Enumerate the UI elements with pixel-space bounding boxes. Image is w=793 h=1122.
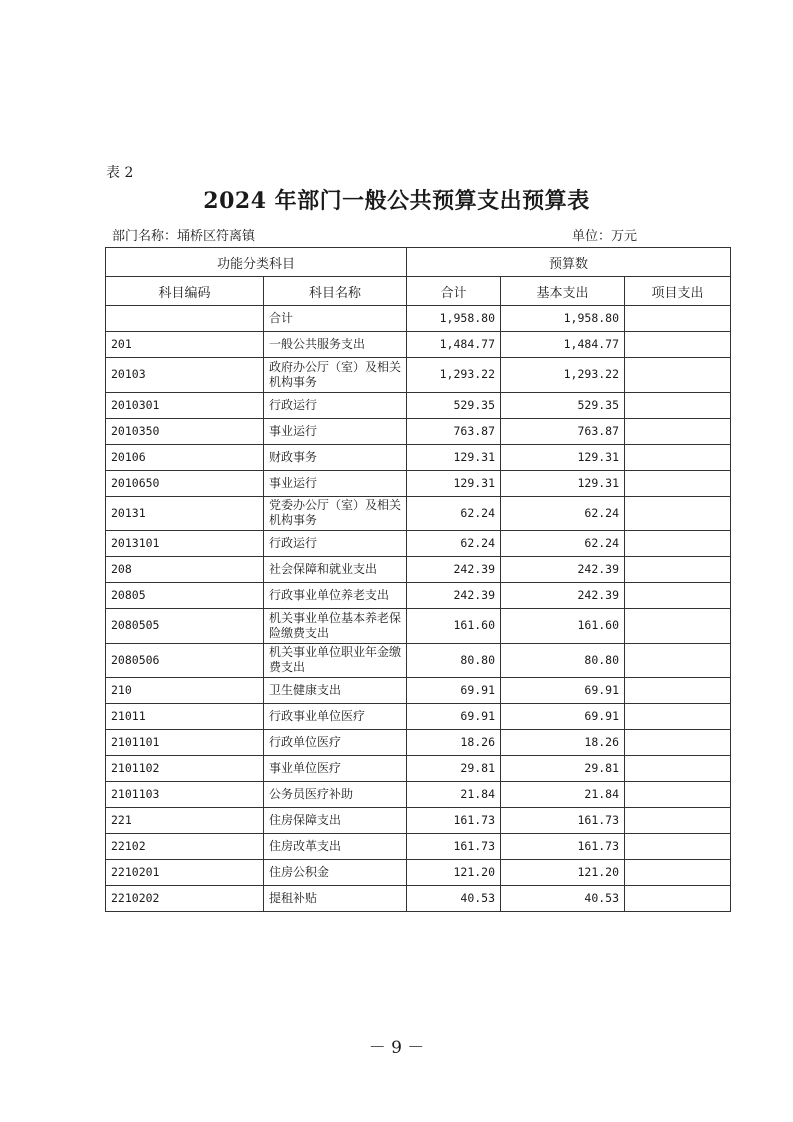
cell-code: 22102 [106, 834, 264, 860]
cell-code: 2010650 [106, 470, 264, 496]
table-row [106, 557, 731, 583]
cell-total: 18.26 [407, 730, 501, 756]
cell-name: 行政单位医疗 [264, 730, 407, 756]
header-columns-row [106, 277, 731, 306]
cell-basic: 242.39 [501, 557, 625, 583]
cell-basic: 69.91 [501, 704, 625, 730]
table-row [106, 470, 731, 496]
cell-name: 住房改革支出 [264, 834, 407, 860]
cell-name: 社会保障和就业支出 [264, 557, 407, 583]
table-row [106, 418, 731, 444]
table-row [106, 886, 731, 912]
cell-basic: 129.31 [501, 470, 625, 496]
cell-project [625, 808, 731, 834]
cell-name: 党委办公厅（室）及相关机构事务 [264, 496, 407, 531]
table-row [106, 782, 731, 808]
cell-total: 21.84 [407, 782, 501, 808]
cell-total: 161.73 [407, 834, 501, 860]
cell-name: 住房保障支出 [264, 808, 407, 834]
header-functional-classification: 功能分类科目 [106, 248, 407, 277]
table-row [106, 643, 731, 678]
cell-project [625, 643, 731, 678]
table-row [106, 392, 731, 418]
table-row [106, 496, 731, 531]
cell-project [625, 306, 731, 332]
table-row [106, 358, 731, 393]
cell-code: 20103 [106, 358, 264, 393]
cell-project [625, 531, 731, 557]
cell-total: 161.73 [407, 808, 501, 834]
table-row [106, 834, 731, 860]
cell-basic: 161.73 [501, 834, 625, 860]
cell-name: 行政运行 [264, 392, 407, 418]
cell-code: 20131 [106, 496, 264, 531]
cell-name: 卫生健康支出 [264, 678, 407, 704]
cell-project [625, 392, 731, 418]
header-group-row [106, 248, 731, 277]
cell-project [625, 444, 731, 470]
cell-project [625, 609, 731, 644]
budget-table [105, 247, 731, 912]
cell-code: 201 [106, 332, 264, 358]
cell-name: 机关事业单位职业年金缴费支出 [264, 643, 407, 678]
cell-name: 政府办公厅（室）及相关机构事务 [264, 358, 407, 393]
cell-name: 事业运行 [264, 470, 407, 496]
cell-basic: 529.35 [501, 392, 625, 418]
table-row [106, 808, 731, 834]
cell-basic: 121.20 [501, 860, 625, 886]
cell-total: 69.91 [407, 678, 501, 704]
cell-code: 221 [106, 808, 264, 834]
cell-code: 208 [106, 557, 264, 583]
cell-name: 行政事业单位医疗 [264, 704, 407, 730]
cell-code: 210 [106, 678, 264, 704]
table-row [106, 609, 731, 644]
cell-total: 1,958.80 [407, 306, 501, 332]
cell-code [106, 306, 264, 332]
cell-total: 763.87 [407, 418, 501, 444]
cell-project [625, 756, 731, 782]
header-name: 科目名称 [264, 277, 407, 306]
cell-code: 20106 [106, 444, 264, 470]
cell-total: 40.53 [407, 886, 501, 912]
cell-code: 2210201 [106, 860, 264, 886]
department-name: 部门名称：埇桥区符离镇 [112, 229, 256, 244]
cell-total: 242.39 [407, 583, 501, 609]
cell-code: 2210202 [106, 886, 264, 912]
cell-code: 2101101 [106, 730, 264, 756]
table-label: 表 2 [106, 165, 134, 181]
cell-total: 29.81 [407, 756, 501, 782]
cell-project [625, 583, 731, 609]
cell-project [625, 496, 731, 531]
table-row [106, 704, 731, 730]
page-number: － 9 － [368, 1038, 425, 1058]
header-budget-amount: 预算数 [407, 248, 731, 277]
cell-code: 2013101 [106, 531, 264, 557]
cell-total: 121.20 [407, 860, 501, 886]
cell-total: 80.80 [407, 643, 501, 678]
table-row [106, 583, 731, 609]
cell-name: 提租补贴 [264, 886, 407, 912]
cell-code: 21011 [106, 704, 264, 730]
cell-total: 129.31 [407, 444, 501, 470]
cell-total: 1,484.77 [407, 332, 501, 358]
cell-project [625, 704, 731, 730]
cell-name: 事业单位医疗 [264, 756, 407, 782]
cell-basic: 1,958.80 [501, 306, 625, 332]
cell-total: 242.39 [407, 557, 501, 583]
cell-basic: 62.24 [501, 531, 625, 557]
cell-project [625, 418, 731, 444]
header-project: 项目支出 [625, 277, 731, 306]
cell-name: 行政运行 [264, 531, 407, 557]
unit-label: 单位：万元 [572, 229, 638, 244]
cell-basic: 80.80 [501, 643, 625, 678]
cell-name: 事业运行 [264, 418, 407, 444]
page-title: 2024 年部门一般公共预算支出预算表 [203, 188, 590, 214]
cell-project [625, 834, 731, 860]
table-row [106, 678, 731, 704]
cell-name: 机关事业单位基本养老保险缴费支出 [264, 609, 407, 644]
cell-project [625, 678, 731, 704]
table-row [106, 332, 731, 358]
cell-name: 财政事务 [264, 444, 407, 470]
cell-code: 2080505 [106, 609, 264, 644]
cell-basic: 40.53 [501, 886, 625, 912]
cell-total: 129.31 [407, 470, 501, 496]
cell-basic: 69.91 [501, 678, 625, 704]
cell-basic: 29.81 [501, 756, 625, 782]
header-total: 合计 [407, 277, 501, 306]
cell-project [625, 730, 731, 756]
cell-basic: 1,293.22 [501, 358, 625, 393]
cell-project [625, 470, 731, 496]
cell-project [625, 860, 731, 886]
cell-total: 69.91 [407, 704, 501, 730]
table-row [106, 860, 731, 886]
cell-total: 1,293.22 [407, 358, 501, 393]
cell-code: 2010301 [106, 392, 264, 418]
header-basic: 基本支出 [501, 277, 625, 306]
header-code: 科目编码 [106, 277, 264, 306]
cell-code: 20805 [106, 583, 264, 609]
cell-code: 2080506 [106, 643, 264, 678]
cell-name: 住房公积金 [264, 860, 407, 886]
cell-total: 62.24 [407, 531, 501, 557]
cell-code: 2010350 [106, 418, 264, 444]
cell-basic: 62.24 [501, 496, 625, 531]
cell-basic: 1,484.77 [501, 332, 625, 358]
cell-basic: 129.31 [501, 444, 625, 470]
cell-total: 161.60 [407, 609, 501, 644]
table-row [106, 531, 731, 557]
cell-basic: 242.39 [501, 583, 625, 609]
table-row [106, 306, 731, 332]
cell-basic: 18.26 [501, 730, 625, 756]
cell-project [625, 782, 731, 808]
cell-basic: 161.60 [501, 609, 625, 644]
cell-name: 一般公共服务支出 [264, 332, 407, 358]
cell-basic: 763.87 [501, 418, 625, 444]
cell-code: 2101103 [106, 782, 264, 808]
cell-name: 行政事业单位养老支出 [264, 583, 407, 609]
table-row [106, 444, 731, 470]
cell-name: 合计 [264, 306, 407, 332]
cell-project [625, 358, 731, 393]
cell-code: 2101102 [106, 756, 264, 782]
cell-basic: 21.84 [501, 782, 625, 808]
table-row [106, 756, 731, 782]
cell-total: 529.35 [407, 392, 501, 418]
table-row [106, 730, 731, 756]
cell-basic: 161.73 [501, 808, 625, 834]
cell-name: 公务员医疗补助 [264, 782, 407, 808]
cell-total: 62.24 [407, 496, 501, 531]
cell-project [625, 332, 731, 358]
cell-project [625, 557, 731, 583]
cell-project [625, 886, 731, 912]
